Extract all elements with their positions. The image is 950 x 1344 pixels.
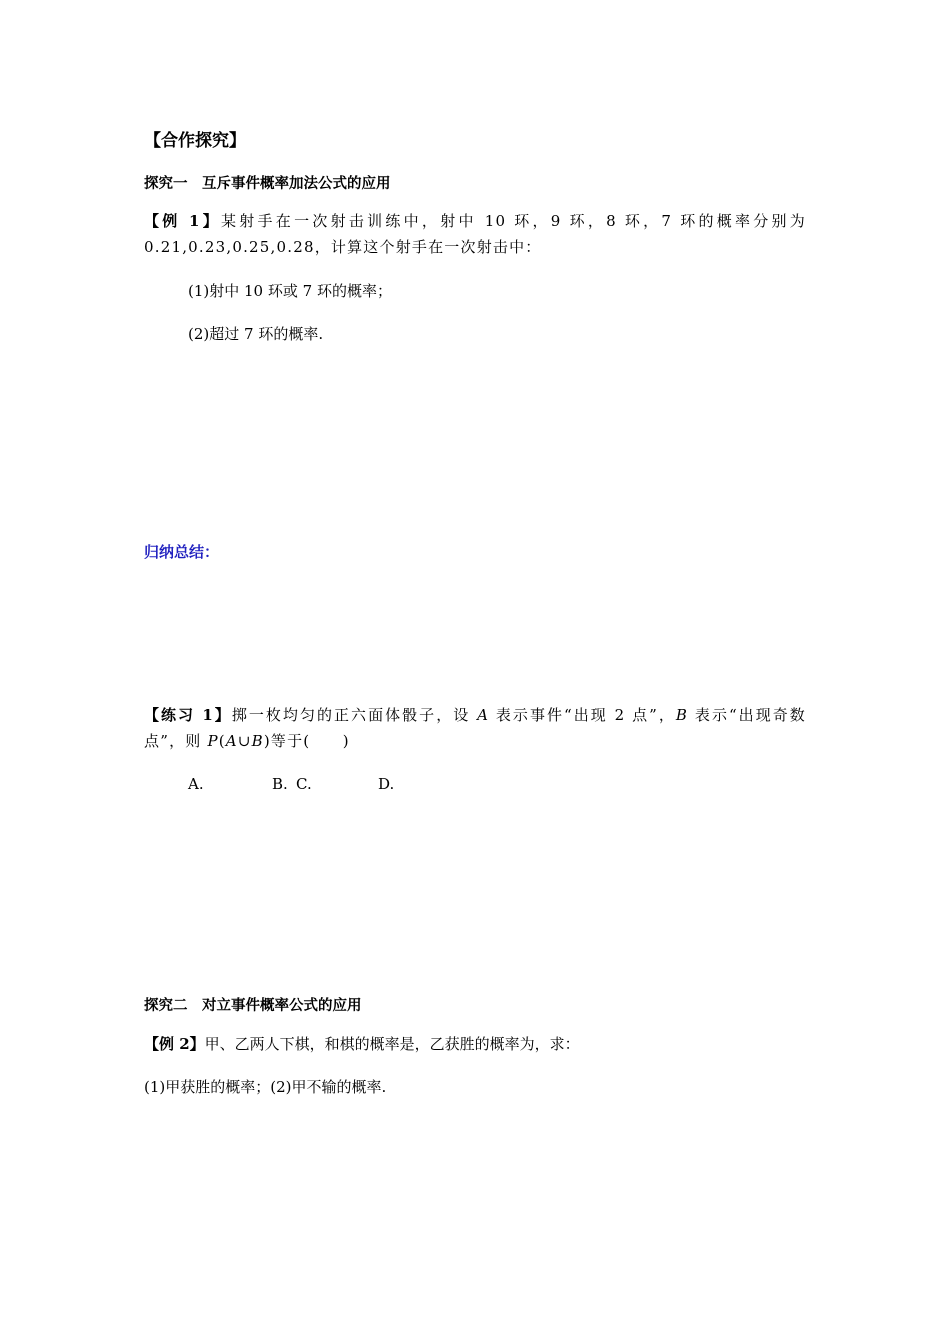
example2-label: 【例 2】 xyxy=(144,1035,205,1053)
practice1-text-1: 掷一枚均匀的正六面体骰子，设 xyxy=(231,706,478,724)
example1-text: 某射手在一次射击训练中，射中 10 环，9 环，8 环，7 环的概率分别为 0.21,0.23,0.25,0.28，计算这个射手在一次射击中： xyxy=(144,212,806,256)
example1-paragraph xyxy=(144,208,806,260)
event-b: B xyxy=(675,706,689,724)
example1-question-2: (2)超过 7 环的概率. xyxy=(188,325,324,343)
paren-open: ( xyxy=(218,732,226,750)
example2-questions: (1)甲获胜的概率；(2)甲不输的概率. xyxy=(144,1078,387,1096)
practice1-label: 【练习 1】 xyxy=(144,706,232,724)
option-d: D. xyxy=(378,775,395,793)
option-b: B. xyxy=(272,775,288,793)
explore1-title: 探究一 互斥事件概率加法公式的应用 xyxy=(144,176,391,192)
practice1-text-3: 表示“出现奇数点”，则 xyxy=(144,706,806,750)
option-a: A. xyxy=(188,775,204,793)
union-symbol: ∪ xyxy=(237,732,252,750)
example1-label: 【例 1】 xyxy=(144,212,221,230)
option-c: C. xyxy=(296,775,312,793)
section-title: 【合作探究】 xyxy=(144,131,246,151)
probability-p: P xyxy=(207,732,219,750)
event-a: A xyxy=(477,706,490,724)
event-b-2: B xyxy=(251,732,264,750)
practice1-paragraph xyxy=(144,702,806,754)
example1-question-1: (1)射中 10 环或 7 环的概率； xyxy=(188,282,392,300)
explore2-title: 探究二 对立事件概率公式的应用 xyxy=(144,998,362,1014)
example2-paragraph xyxy=(144,1031,806,1057)
summary-label: 归纳总结： xyxy=(144,543,220,561)
practice1-text-4: )等于( ) xyxy=(263,732,350,750)
event-a-2: A xyxy=(225,732,238,750)
example2-text: 甲、乙两人下棋，和棋的概率是，乙获胜的概率为，求： xyxy=(204,1035,580,1053)
practice1-text-2: 表示事件“出现 2 点”， xyxy=(489,706,676,724)
